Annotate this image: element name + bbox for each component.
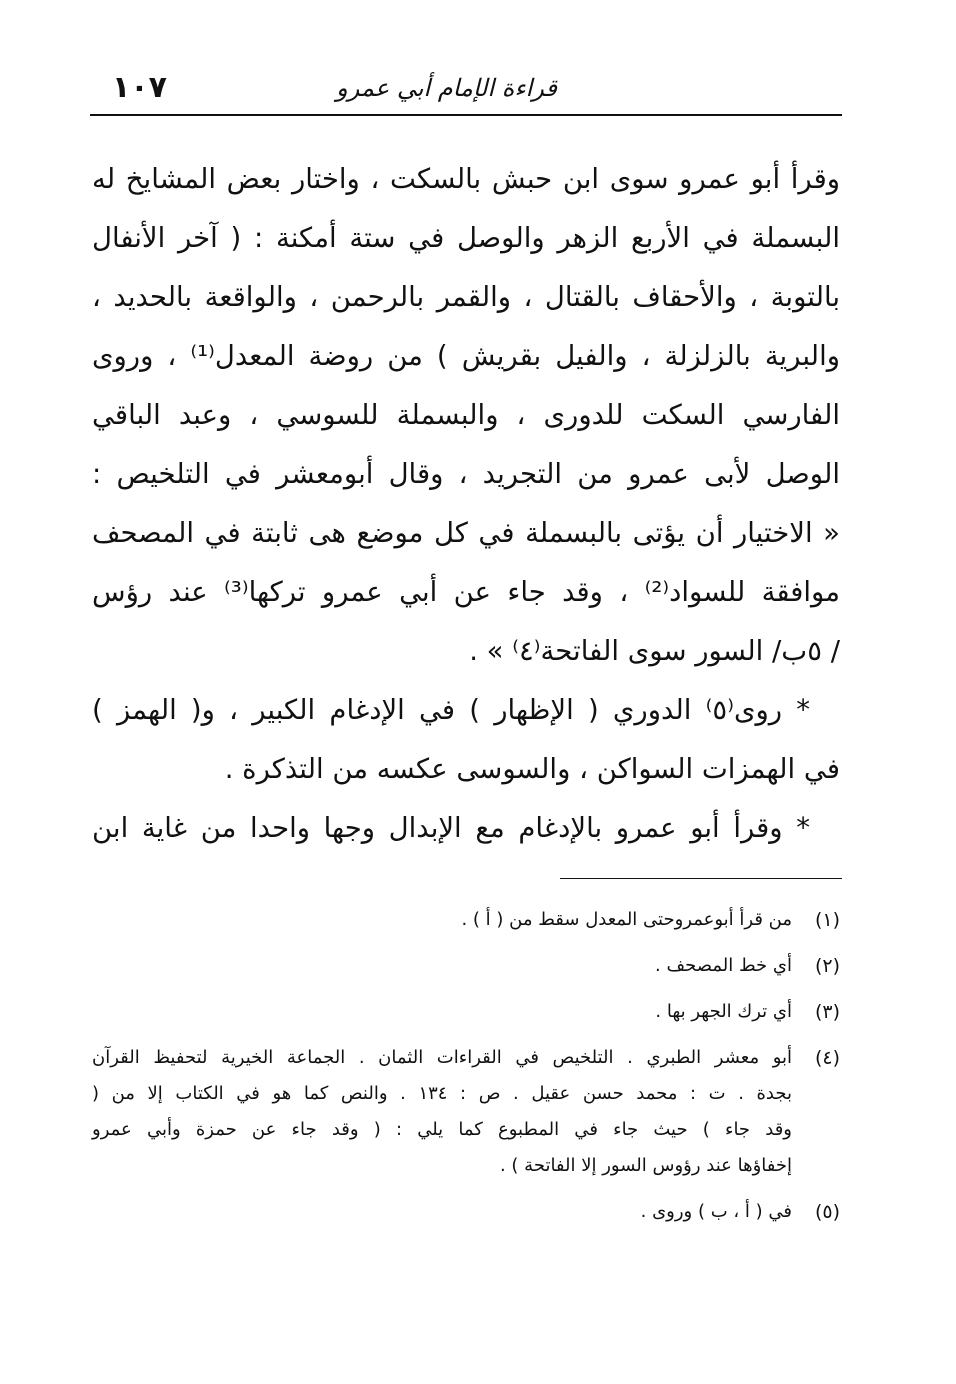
text-line-4: والبرية بالزلزلة ، والفيل بقريش ) من روضة المعدل⁽¹⁾ ، وروى bbox=[92, 340, 840, 372]
page-number: ١٠٧ bbox=[112, 70, 167, 105]
page-header bbox=[90, 68, 842, 114]
running-title: قراءة الإمام أبي عمرو bbox=[336, 74, 557, 102]
footnote-3 bbox=[92, 994, 840, 1030]
header-divider bbox=[90, 114, 842, 116]
footnote-text: إخفاؤها عند رؤوس السور إلا الفاتحة ) . bbox=[499, 1155, 792, 1176]
footnote-text: أي خط المصحف . bbox=[655, 955, 792, 976]
footnote-text: في ( أ ، ب ) وروى . bbox=[640, 1201, 792, 1222]
text-line-5: الفارسي السكت للدورى ، والبسملة للسوسي ، وعبد الباقي bbox=[92, 399, 840, 431]
footnote-text: أي ترك الجهر بها . bbox=[655, 1001, 792, 1022]
footnote-2 bbox=[92, 948, 840, 984]
text-line-6: الوصل لأبى عمرو من التجريد ، وقال أبومعشر في التلخيص : bbox=[92, 458, 840, 490]
footnote-text: بجدة . ت : محمد حسن عقيل . ص : ١٣٤ . والنص كما هو في الكتاب إلا من ( bbox=[92, 1083, 793, 1104]
text-line-1: وقرأ أبو عمرو سوى ابن حبش بالسكت ، واختار بعض المشايخ له bbox=[92, 163, 840, 195]
text-line-10: * روى⁽٥⁾ الدوري ( الإظهار ) في الإدغام الكبير ، و( الهمز ) bbox=[92, 694, 810, 726]
footnote-number: (٣) bbox=[814, 1001, 840, 1023]
footnote-number: (١) bbox=[814, 909, 840, 931]
footnote-text: أبو معشر الطبري . التلخيص في القراءات الثمان . الجماعة الخيرية لتحفيظ القرآن bbox=[92, 1047, 792, 1068]
text-line-2: البسملة في الأربع الزهر والوصل في ستة أمكنة : ( آخر الأنفال bbox=[92, 222, 840, 254]
footnote-text: من قرأ أبوعمروحتى المعدل سقط من ( أ ) . bbox=[461, 909, 792, 930]
text-line-12: * وقرأ أبو عمرو بالإدغام مع الإبدال وجها واحدا من غاية ابن bbox=[92, 812, 810, 844]
footnote-number: (٥) bbox=[814, 1201, 840, 1223]
footnote-5 bbox=[92, 1194, 840, 1230]
footnote-number: (٢) bbox=[814, 955, 840, 977]
footnote-1 bbox=[92, 902, 840, 938]
footnote-4 bbox=[92, 1040, 840, 1184]
footnote-number: (٤) bbox=[814, 1047, 840, 1069]
text-line-8: موافقة للسواد⁽²⁾ ، وقد جاء عن أبي عمرو تركها⁽³⁾ عند رؤس bbox=[92, 576, 840, 608]
text-line-9: / ٥ب/ السور سوى الفاتحة⁽٤⁾ » . bbox=[469, 635, 840, 667]
main-text bbox=[92, 150, 840, 858]
footnotes bbox=[92, 902, 840, 1240]
text-line-7: « الاختيار أن يؤتى بالبسملة في كل موضع هى ثابتة في المصحف bbox=[92, 517, 840, 549]
text-line-11: في الهمزات السواكن ، والسوسى عكسه من التذكرة . bbox=[224, 753, 840, 785]
footnote-text: وقد جاء ) حيث جاء في المطبوع كما يلي : ( وقد جاء عن حمزة وأبي عمرو bbox=[92, 1119, 792, 1140]
footnote-divider bbox=[560, 878, 842, 879]
text-line-3: بالتوبة ، والأحقاف بالقتال ، والقمر بالرحمن ، والواقعة بالحديد ، bbox=[92, 281, 840, 313]
